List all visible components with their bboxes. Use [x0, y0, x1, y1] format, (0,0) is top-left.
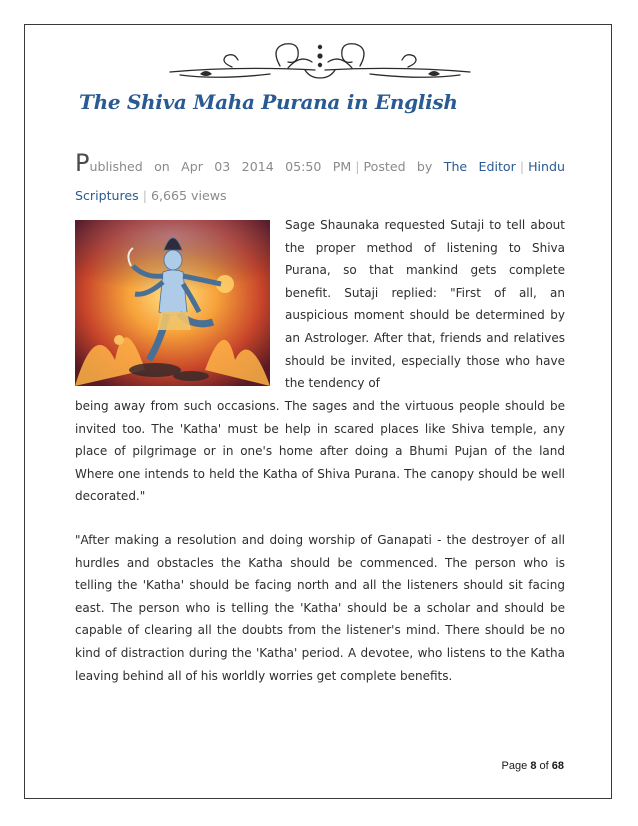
- article-paragraph-katha: "After making a resolution and doing worship of Ganapati - the destroyer of all hurdles and obstacles the Katha should be commenced. The person who is telling the 'Katha' should be facing north and all the listeners should sit facing east. The person who is telling the 'Katha' should be a scholar and should be capable of clearing all the doubts from the listener's mind. There should be no kind of distraction during the 'Katha' period. A devotee, who listens to the Katha leaving behind all of his worldly worries get complete benefits.: [75, 533, 565, 683]
- posted-by-label: Posted by: [363, 159, 433, 174]
- article-paragraph-intro: Sage Shaunaka requested Sutaji to tell about the proper method of listening to Shiva Purana, so that mankind gets complete benefit. Sutaji replied: "First of all, an auspicious moment should be determined by an Astrologer. After that, friends and relatives should be invited, especially those who have the tendency of: [285, 218, 565, 391]
- page-of-label: of: [539, 760, 549, 772]
- shiva-nataraja-image: [75, 220, 270, 386]
- article-meta: [75, 149, 565, 210]
- published-date: ublished on Apr 03 2014 05:50 PM: [89, 159, 352, 174]
- page-label: Page: [501, 760, 528, 772]
- meta-separator: |: [519, 159, 525, 174]
- page-footer: [502, 760, 564, 772]
- view-count: 6,665 views: [150, 188, 227, 203]
- page-total: 68: [551, 760, 564, 772]
- article-title: The Shiva Maha Purana in English: [79, 90, 458, 114]
- article-paragraph-intro-continued: being away from such occasions. The sages and the virtuous people should be invited too. The 'Katha' must be help in scared places like Shiva temple, any place of pilgrimage or in one's home after doing a Bhumi Pujan of the land Where one intends to held the Katha of Shiva Purana. The canopy should be well decorated.": [75, 399, 565, 504]
- meta-separator: |: [142, 188, 147, 203]
- meta-separator: |: [355, 159, 360, 174]
- category-link[interactable]: Hindu Scriptures: [75, 159, 565, 203]
- author-link[interactable]: The Editor: [443, 159, 516, 174]
- published-dropcap: P: [75, 149, 90, 177]
- decorative-flourish-icon: [160, 34, 480, 84]
- page-number: 8: [530, 760, 537, 772]
